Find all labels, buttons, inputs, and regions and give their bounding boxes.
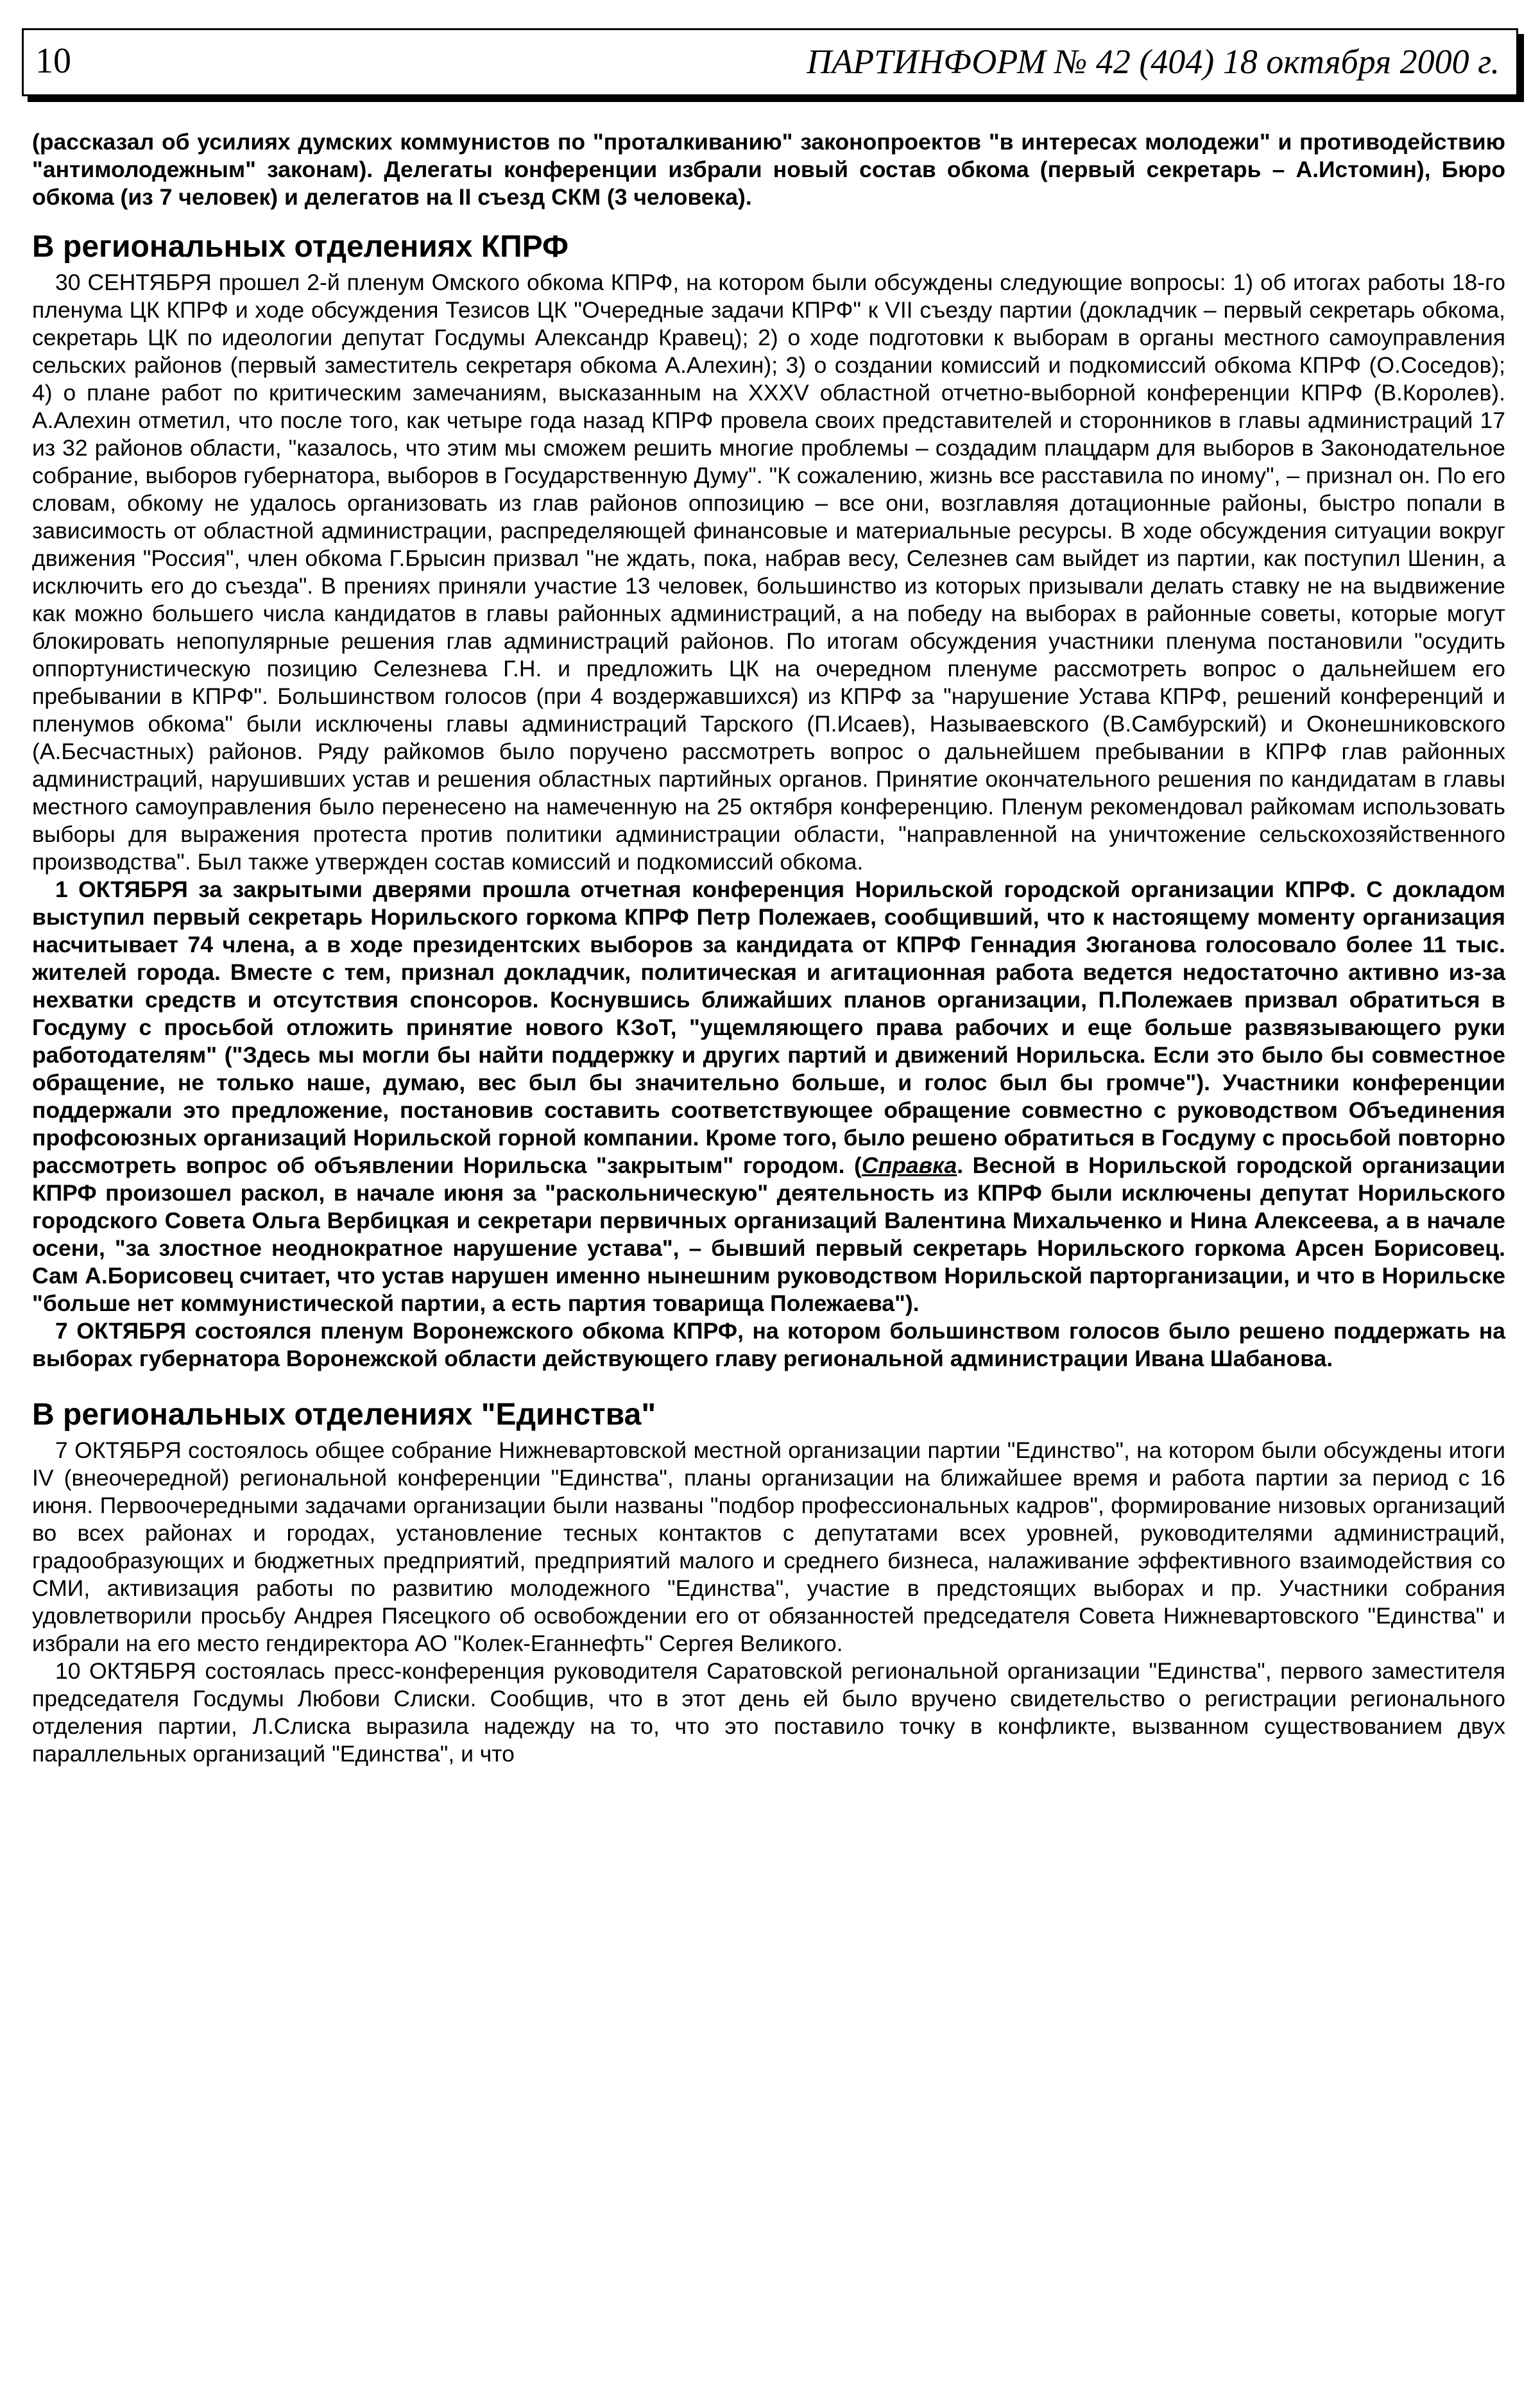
article-body	[32, 128, 1505, 1768]
kprf-paragraph-omsk: 30 СЕНТЯБРЯ прошел 2-й пленум Омского обкома КПРФ, на котором были обсуждены следующие вопросы: 1) об итогах работы 18-го пленума ЦК КПРФ и ходе обсуждения Тезисов ЦК "Очередные задачи КПРФ" к VII съезду партии (докладчик – первый секретарь обкома, секретарь ЦК по идеологии депутат Госдумы Александр Кравец); 2) о ходе подготовки к выборам в органы местного самоуправления сельских районов (первый заместитель секретаря обкома А.Алехин); 3) о создании комиссий и подкомиссий обкома КПРФ (О.Соседов); 4) о плане работ по критическим замечаниям, высказанным на XXXV областной отчетно-выборной конференции КПРФ (В.Королев). А.Алехин отметил, что после того, как четыре года назад КПРФ провела своих представителей и сторонников в главы администраций 17 из 32 районов области, "казалось, что этим мы сможем решить многие проблемы – создадим плацдарм для выборов в Законодательное собрание, выборов губернатора, выборов в Государственную Думу". "К сожалению, жизнь все расставила по иному", – признал он. По его словам, обкому не удалось организовать из глав районов оппозицию – все они, возглавляя дотационные районы, быстро попали в зависимость от областной администрации, распределяющей финансовые и материальные ресурсы. В ходе обсуждения ситуации вокруг движения "Россия", член обкома Г.Брысин призвал "не ждать, пока, набрав весу, Селезнев сам выйдет из партии, как поступил Шенин, а исключить его до съезда". В прениях приняли участие 13 человек, большинство из которых призывали делать ставку не на выдвижение как можно большего числа кандидатов в главы районных администраций, а на победу на выборах в районные советы, которые могут блокировать непопулярные решения глав администраций районов. По итогам обсуждения участники пленума постановили "осудить оппортунистическую позицию Селезнева Г.Н. и предложить ЦК на очередном пленуме рассмотреть вопрос о дальнейшем его пребывании в КПРФ". Большинством голосов (при 4 воздержавшихся) из КПРФ за "нарушение Устава КПРФ, решений конференций и пленумов обкома" были исключены главы администраций Тарского (П.Исаев), Называевского (В.Самбурский) и Оконешниковского (А.Бесчастных) районов. Ряду райкомов было поручено рассмотреть вопрос о дальнейшем пребывании в КПРФ глав районных администраций, нарушивших устав и решения областных партийных органов. Принятие окончательного решения по кандидатам в главы местного самоуправления было перенесено на намеченную на 25 октября конференцию. Пленум рекомендовал райкомам использовать выборы для выражения протеста против политики администрации области, "направленной на уничтожение сельскохозяйственного производства". Был также утвержден состав комиссий и подкомиссий обкома.	[32, 270, 1505, 875]
reference-label: Справка	[861, 1152, 957, 1178]
unity-paragraph-nizhnevartovsk: 7 ОКТЯБРЯ состоялось общее собрание Нижневартовской местной организации партии "Единство", на котором были обсуждены итоги IV (внеочередной) региональной конференции "Единства", планы организации на ближайшее время и работа партии за период с 16 июня. Первоочередными задачами организации были названы "подбор профессиональных кадров", формирование низовых организаций во всех районах и городах, установление тесных контактов с депутатами всех уровней, руководителями администраций, градообразующих и бюджетных предприятий, предприятий малого и среднего бизнеса, налаживание эффективного взаимодействия со СМИ, активизация работы по развитию молодежного "Единства", участие в предстоящих выборах и пр. Участники собрания удовлетворили просьбу Андрея Пясецкого об освобождении его от обязанностей председателя Совета Нижневартовского "Единства" и избрали на его место гендиректора АО "Колек-Еганнефть" Сергея Великого.	[32, 1437, 1505, 1656]
page-number: 10	[35, 41, 71, 81]
kprf-paragraph-norilsk	[32, 876, 1505, 1317]
section-heading-unity: В региональных отделениях "Единства"	[32, 1398, 656, 1432]
norilsk-text-end: . Весной в Норильской городской организации КПРФ произошел раскол, в начале июня за "раскольническую" деятельность из КПРФ были исключены депутат Норильского городского Совета Ольга Вербицкая и секретари первичных организаций Валентина Михальченко и Нина Алексеева, а в начале осени, "за злостное неоднократное нарушение устава", – бывший первый секретарь Норильского горкома Арсен Борисовец. Сам А.Борисовец считает, что устав нарушен именно нынешним руководством Норильской парторганизации, и что в Норильске "больше нет коммунистической партии, а есть партия товарища Полежаева").	[32, 1152, 1505, 1316]
section-heading-kprf: В региональных отделениях КПРФ	[32, 230, 569, 264]
norilsk-text-start: 1 ОКТЯБРЯ за закрытыми дверями прошла отчетная конференция Норильской городской организации КПРФ. С докладом выступил первый секретарь Норильского горкома КПРФ Петр Полежаев, сообщивший, что к настоящему моменту организация насчитывает 74 члена, а в ходе президентских выборов за кандидата от КПРФ Геннадия Зюганова голосовало более 11 тыс. жителей города. Вместе с тем, признал докладчик, политическая и агитационная работа ведется недостаточно активно из-за нехватки средств и отсутствия спонсоров. Коснувшись ближайших планов организации, П.Полежаев призвал обратиться в Госдуму с просьбой отложить принятие нового КЗоТ, "ущемляющего права рабочих и еще больше развязывающего руки работодателям" ("Здесь мы могли бы найти поддержку и других партий и движений Норильска. Если это было бы совместное обращение, не только наше, думаю, вес был бы значительно больше, и голос был бы громче"). Участники конференции поддержали это предложение, постановив составить соответствующее обращение совместно с руководством Объединения профсоюзных организаций Норильской горной компании. Кроме того, было решено обратиться в Госдуму с просьбой повторно рассмотреть вопрос об объявлении Норильска "закрытым" городом. (	[32, 877, 1505, 1178]
page-header	[22, 28, 1518, 96]
unity-paragraph-saratov: 10 ОКТЯБРЯ состоялась пресс-конференция руководителя Саратовской региональной организации "Единства", первого заместителя председателя Госдумы Любови Слиски. Сообщив, что в этот день ей было вручено свидетельство о регистрации регионального отделения партии, Л.Слиска выразила надежду на то, что это поставило точку в конфликте, вызванном существованием двух параллельных организаций "Единства", и что	[32, 1658, 1505, 1767]
kprf-paragraph-voronezh: 7 ОКТЯБРЯ состоялся пленум Воронежского обкома КПРФ, на котором большинством голосов было решено поддержать на выборах губернатора Воронежской области действующего главу региональной администрации Ивана Шабанова.	[32, 1318, 1505, 1371]
intro-paragraph: (рассказал об усилиях думских коммунистов по "проталкиванию" законопроектов "в интересах молодежи" и противодействию "антимолодежным" законам). Делегаты конференции избрали новый состав обкома (первый секретарь – А.Истомин), Бюро обкома (из 7 человек) и делегатов на II съезд СКМ (3 человека).	[32, 129, 1505, 210]
publication-title: ПАРТИНФОРМ № 42 (404) 18 октября 2000 г.	[807, 42, 1500, 81]
